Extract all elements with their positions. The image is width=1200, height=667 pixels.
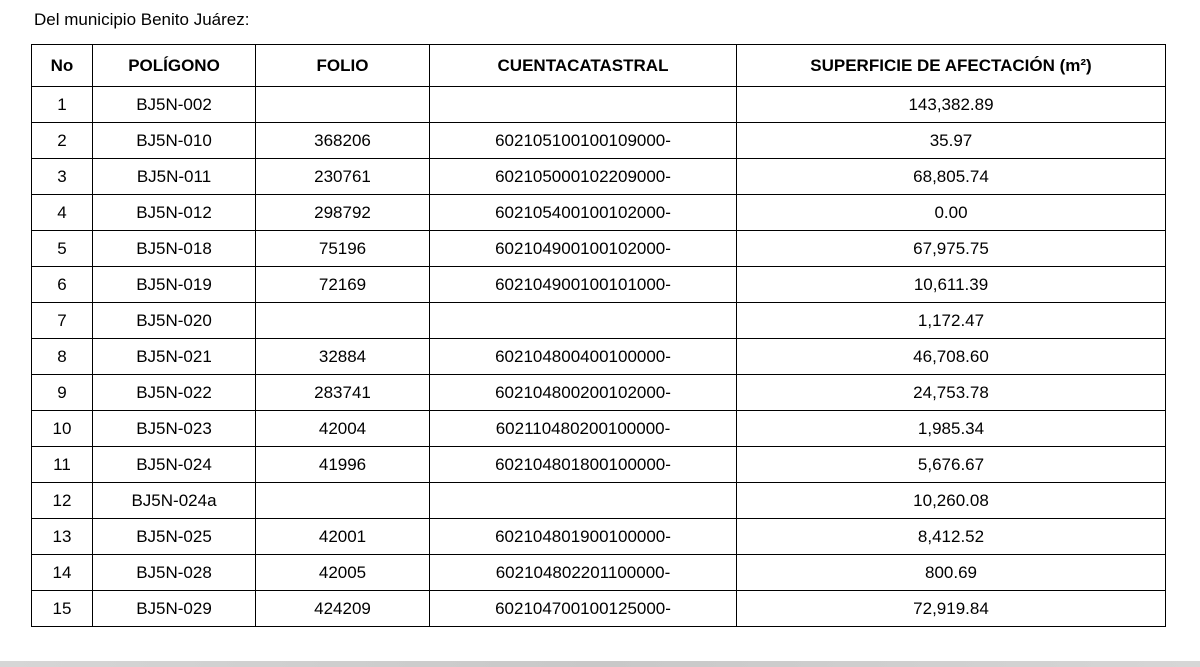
table-row: [32, 231, 1166, 267]
cell-no: 12: [32, 483, 93, 519]
cell-cuenta-catastral: 602105000102209000-: [430, 159, 737, 195]
header-folio: FOLIO: [256, 45, 430, 87]
cell-no: 2: [32, 123, 93, 159]
cell-folio: 42001: [256, 519, 430, 555]
cell-poligono: BJ5N-024a: [93, 483, 256, 519]
cell-poligono: BJ5N-029: [93, 591, 256, 627]
cell-no: 3: [32, 159, 93, 195]
table-row: [32, 159, 1166, 195]
cell-folio: 230761: [256, 159, 430, 195]
cell-folio: 42004: [256, 411, 430, 447]
cell-poligono: BJ5N-019: [93, 267, 256, 303]
cell-no: 15: [32, 591, 93, 627]
cell-folio: [256, 303, 430, 339]
cell-superficie: 67,975.75: [737, 231, 1166, 267]
cell-superficie: 1,985.34: [737, 411, 1166, 447]
table-row: [32, 375, 1166, 411]
cell-superficie: 8,412.52: [737, 519, 1166, 555]
cell-cuenta-catastral: 602104800400100000-: [430, 339, 737, 375]
cell-poligono: BJ5N-028: [93, 555, 256, 591]
table-row: [32, 591, 1166, 627]
cell-poligono: BJ5N-020: [93, 303, 256, 339]
table-row: [32, 555, 1166, 591]
cell-cuenta-catastral: 602105400100102000-: [430, 195, 737, 231]
table-row: [32, 303, 1166, 339]
cell-no: 6: [32, 267, 93, 303]
cell-superficie: 800.69: [737, 555, 1166, 591]
cell-folio: 41996: [256, 447, 430, 483]
table-row: [32, 87, 1166, 123]
cell-cuenta-catastral: [430, 483, 737, 519]
cell-poligono: BJ5N-011: [93, 159, 256, 195]
table-row: [32, 267, 1166, 303]
cell-poligono: BJ5N-010: [93, 123, 256, 159]
cell-poligono: BJ5N-002: [93, 87, 256, 123]
cell-cuenta-catastral: [430, 87, 737, 123]
cell-folio: [256, 483, 430, 519]
cell-cuenta-catastral: 602104801900100000-: [430, 519, 737, 555]
cell-superficie: 72,919.84: [737, 591, 1166, 627]
cell-poligono: BJ5N-021: [93, 339, 256, 375]
cell-superficie: 46,708.60: [737, 339, 1166, 375]
cell-cuenta-catastral: 602110480200100000-: [430, 411, 737, 447]
cell-no: 7: [32, 303, 93, 339]
cell-no: 14: [32, 555, 93, 591]
table-row: [32, 339, 1166, 375]
cell-superficie: 10,611.39: [737, 267, 1166, 303]
cell-superficie: 143,382.89: [737, 87, 1166, 123]
cell-cuenta-catastral: [430, 303, 737, 339]
cell-no: 13: [32, 519, 93, 555]
cell-no: 9: [32, 375, 93, 411]
cell-cuenta-catastral: 602104900100102000-: [430, 231, 737, 267]
cell-poligono: BJ5N-022: [93, 375, 256, 411]
cell-folio: 42005: [256, 555, 430, 591]
cell-poligono: BJ5N-023: [93, 411, 256, 447]
table-row: [32, 483, 1166, 519]
cell-folio: 283741: [256, 375, 430, 411]
table-row: [32, 195, 1166, 231]
header-poligono: POLÍGONO: [93, 45, 256, 87]
cell-poligono: BJ5N-025: [93, 519, 256, 555]
table-body: [32, 87, 1166, 627]
table-row: [32, 447, 1166, 483]
header-superficie: SUPERFICIE DE AFECTACIÓN (m²): [737, 45, 1166, 87]
cell-cuenta-catastral: 602105100100109000-: [430, 123, 737, 159]
cell-no: 10: [32, 411, 93, 447]
intro-text: Del municipio Benito Juárez:: [34, 10, 250, 29]
cell-superficie: 24,753.78: [737, 375, 1166, 411]
cell-superficie: 0.00: [737, 195, 1166, 231]
table-row: [32, 123, 1166, 159]
cell-superficie: 5,676.67: [737, 447, 1166, 483]
header-no: No: [32, 45, 93, 87]
cell-no: 1: [32, 87, 93, 123]
table-row: [32, 411, 1166, 447]
cell-folio: 72169: [256, 267, 430, 303]
cell-cuenta-catastral: 602104900100101000-: [430, 267, 737, 303]
cell-superficie: 68,805.74: [737, 159, 1166, 195]
cell-poligono: BJ5N-024: [93, 447, 256, 483]
cell-folio: 75196: [256, 231, 430, 267]
cell-cuenta-catastral: 602104801800100000-: [430, 447, 737, 483]
cell-folio: 298792: [256, 195, 430, 231]
land-table: [31, 44, 1166, 627]
cell-superficie: 35.97: [737, 123, 1166, 159]
cell-poligono: BJ5N-018: [93, 231, 256, 267]
table-header-row: [32, 45, 1166, 87]
cell-folio: [256, 87, 430, 123]
cell-superficie: 10,260.08: [737, 483, 1166, 519]
table-row: [32, 519, 1166, 555]
cell-no: 5: [32, 231, 93, 267]
window-bottom-edge: [0, 661, 1200, 667]
cell-no: 4: [32, 195, 93, 231]
cell-folio: 368206: [256, 123, 430, 159]
cell-no: 11: [32, 447, 93, 483]
cell-poligono: BJ5N-012: [93, 195, 256, 231]
cell-no: 8: [32, 339, 93, 375]
cell-folio: 32884: [256, 339, 430, 375]
cell-cuenta-catastral: 602104800200102000-: [430, 375, 737, 411]
cell-folio: 424209: [256, 591, 430, 627]
header-cuenta-catastral: CUENTACATASTRAL: [430, 45, 737, 87]
cell-cuenta-catastral: 602104802201100000-: [430, 555, 737, 591]
cell-superficie: 1,172.47: [737, 303, 1166, 339]
cell-cuenta-catastral: 602104700100125000-: [430, 591, 737, 627]
